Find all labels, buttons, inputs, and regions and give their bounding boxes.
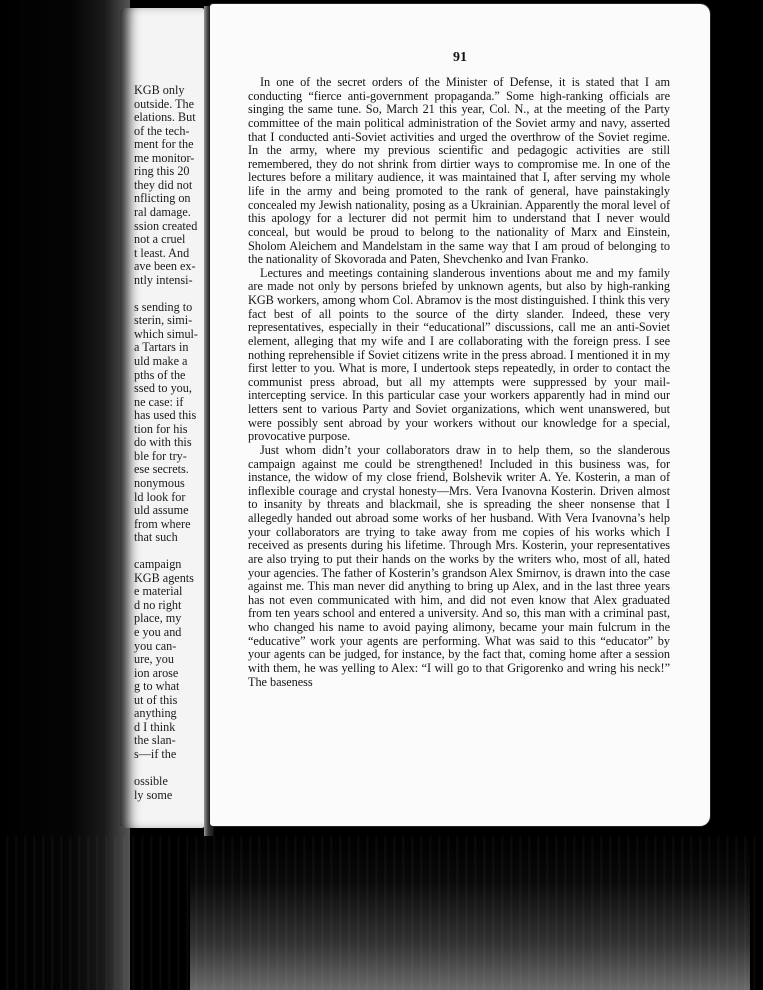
facing-page-line: a Tartars in — [134, 340, 189, 355]
facing-page-line: do with this — [134, 435, 192, 450]
facing-page-line: the slan- — [134, 733, 176, 748]
facing-page-line: e material — [134, 584, 183, 599]
facing-page-line: s—if the — [134, 746, 177, 761]
facing-page-line: KGB only — [134, 83, 185, 97]
paragraph: In one of the secret orders of the Minister of Defense, it is stated that I am conducting “fierce anti-government propaganda.” Some high-ranking officials are singing the same tune. So, March 21 this year, Col. N., at the meeting of the Party committee of the main political administration of the Soviet army and navy, asserted that I conducted anti-Soviet activities and urged the overthrow of the Soviet regime. In the army, where my previous scientific and pedagogic activities are still remembered, they do not shrink from dirtier ways to compromise me. In one of the lectures before a military audience, it was maintained that I, after serving my whole life in the army and being promoted to the rank of general, have painstakingly concealed my Jewish nationality, posing as a Ukrainian. Apparently the moral level of this apology for a lecturer did not permit him to understand that I never would conceal, but would be proud to belong to the nationality of Marx and Einstein, Sholom Aleichem and Mandelstam in the same way that I am proud of belonging to the nationality of Skovorada and Paten, Shevchenko and Ivan Franko. — [248, 75, 670, 267]
facing-page-line: ut of this — [134, 692, 178, 707]
facing-page-line: ssed to you, — [134, 381, 192, 396]
facing-page-line: place, my — [134, 611, 182, 626]
page-number: 91 — [453, 50, 467, 65]
facing-page-line: ble for try- — [134, 448, 187, 463]
facing-page-line: which simul- — [134, 326, 198, 341]
facing-page-line: ossible — [134, 774, 168, 789]
facing-page-line: ese secrets. — [134, 462, 189, 477]
facing-page-line: ment for the — [134, 137, 194, 152]
facing-page-line: g to what — [134, 679, 180, 694]
facing-page-line: tion for his — [134, 421, 188, 436]
facing-page-line: e you and — [134, 625, 182, 639]
facing-page-line: from where — [134, 516, 191, 531]
facing-page-line: pths of the — [134, 367, 186, 382]
paragraph: Lectures and meetings containing slanderous inventions about me and my family are made not only by persons briefed by unknown agents, but also by high-ranking KGB workers, among whom Col. Abramov is the most distinguished. I think this very fact best of all points to the source of the dirty slander. Indeed, these very representatives, especially in their “educational” discussions, call me an anti-Soviet element, alleging that my wife and I are collaborating with the foreign press. I see nothing reprehensible if Soviet citizens write in the press abroad. I mentioned it in my first letter to you. What is more, I undertook steps repeatedly, in order to contact the communist press abroad, but all my attempts were suppressed by your mail-intercepting service. In this particular case your workers apparently had in mind our letters sent to various Party and Soviet organizations, which went unanswered, but were possibly sent abroad by your workers without our knowledge for a special, provocative purpose. — [248, 265, 670, 444]
facing-page-line: ld look for — [134, 489, 186, 504]
facing-page-line: campaign — [134, 557, 182, 572]
body-text — [248, 76, 670, 689]
facing-page-line: t least. And — [134, 245, 190, 260]
facing-page-line: outside. The — [134, 96, 195, 111]
facing-page-line: nflicting on — [134, 191, 191, 206]
facing-page-line: uld make a — [134, 354, 188, 368]
facing-page-line: me monitor- — [134, 150, 195, 165]
facing-page-line: uld assume — [134, 503, 189, 518]
facing-page-line: ral damage. — [134, 204, 191, 219]
facing-page-line: sterin, simi- — [134, 313, 193, 328]
facing-page-line: anything — [134, 706, 177, 721]
facing-page-line: KGB agents — [134, 570, 194, 585]
facing-page-line: elations. But — [134, 110, 196, 125]
facing-page-line: d I think — [134, 719, 176, 734]
facing-page-line: has used this — [134, 408, 197, 423]
facing-page-line: ly some — [134, 787, 173, 802]
facing-page-line: ave been ex- — [134, 259, 196, 274]
facing-page-line: ntly intensi- — [134, 272, 193, 287]
scan-noise — [0, 836, 763, 990]
facing-page-line: they did not — [134, 177, 193, 192]
facing-page-line: s sending to — [134, 299, 193, 314]
facing-page-line: nonymous — [134, 475, 185, 490]
facing-page-line: you can- — [134, 638, 177, 653]
facing-page-line: ssion created — [134, 218, 198, 233]
facing-page-line: that such — [134, 530, 178, 545]
facing-page-line: d no right — [134, 597, 182, 612]
facing-page-line: ne case: if — [134, 394, 184, 409]
paragraph: Just whom didn’t your collaborators draw in to help them, so the slanderous campaign against me could be strengthened! Included in this business was, for instance, the widow of my close friend, Bolshevik writer A. Ye. Kosterin, a man of inflexible courage and crystal honesty—Mrs. Vera Ivanovna Kosterin. Driven almost to insanity by threats and blackmail, she is spreading the sheer nonsense that I allegedly handed out abroad some works of her husband. With Vera Ivanovna’s help your collaborators are trying to take away from me copies of his works which I received as presents during his lifetime. Through Mrs. Kosterin, your representatives are also trying to put their hands on the works by the writers who, most of all, hated your agencies. The father of Kosterin’s grandson Alex Smirnov, is drawn into the case against me. This man never did anything to bring up Alex, and in the last three years has not even communicated with him, and did not even know that Alex graduated from ten years school and entered a university. And so, this man with a criminal past, who changed his name to avoid paying alimony, became your main fulcrum in the “educative” work your agents are performing. What was said to this “educator” by your agents can be judged, for instance, by the fact that, coming home after a session with them, he was yelling to Alex: “I will go to that Grigorenko and wring his neck!” The baseness — [248, 442, 670, 689]
facing-page-line: of the tech- — [134, 123, 190, 138]
facing-page-fragment — [120, 8, 204, 828]
document-page — [210, 4, 710, 826]
facing-page-line: ure, you — [134, 652, 174, 667]
facing-page-line: not a cruel — [134, 232, 186, 247]
facing-page-line: ion arose — [134, 665, 179, 680]
facing-page-line: ring this 20 — [134, 164, 190, 179]
